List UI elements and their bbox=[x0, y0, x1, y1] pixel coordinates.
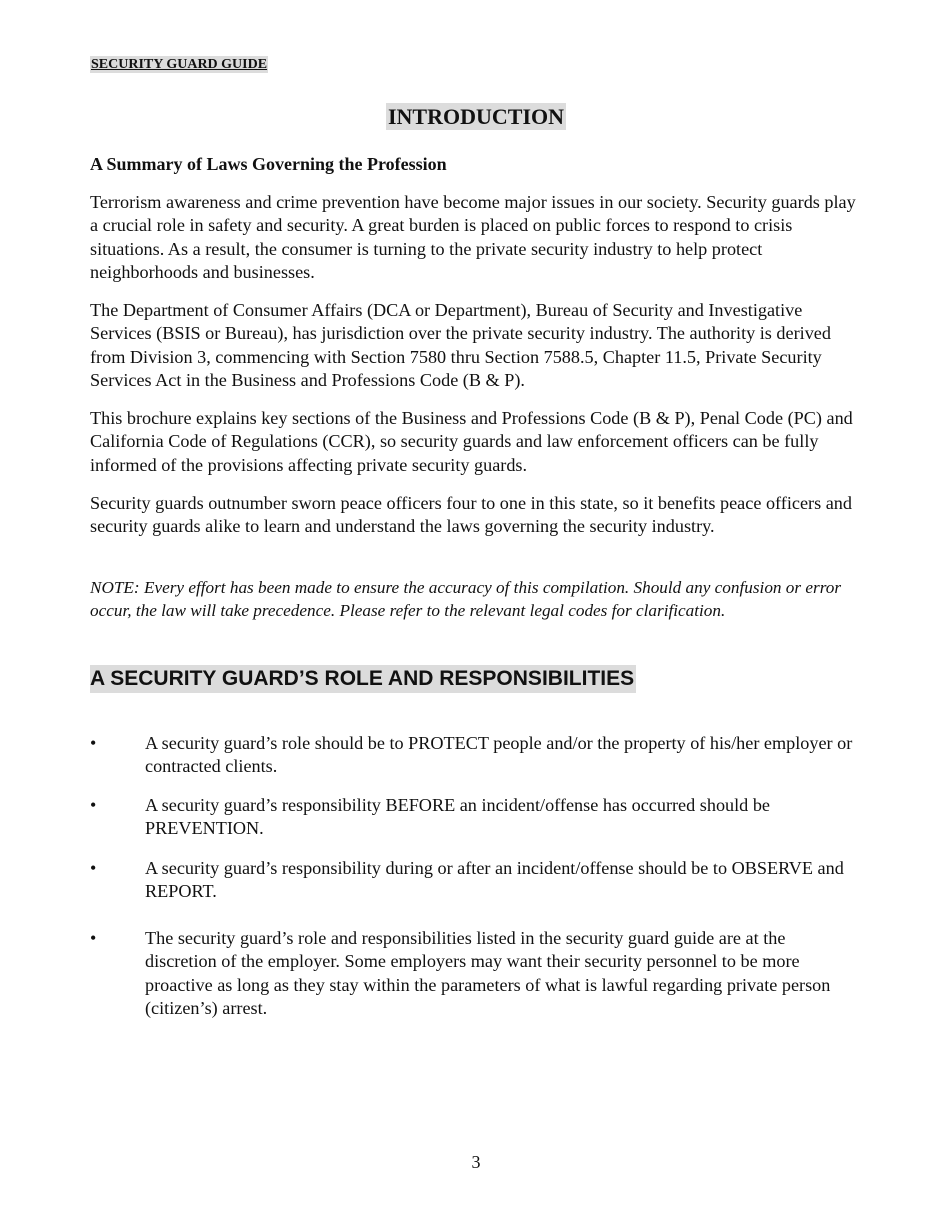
page-number: 3 bbox=[471, 1152, 481, 1172]
roles-list-item-text: A security guard’s role should be to PROTECT people and/or the property of his/her employer or contracted clients. bbox=[145, 733, 853, 777]
summary-subheading: A Summary of Laws Governing the Profession bbox=[90, 154, 447, 174]
introduction-heading-wrapper bbox=[90, 103, 862, 130]
intro-paragraph-3: This brochure explains key sections of the Business and Professions Code (B & P), Penal Code (PC) and California Code of Regulations (CCR), so security guards and law enforcement officers can be fully informed of the provisions affecting private security guards. bbox=[90, 408, 853, 475]
roles-list-item-text: A security guard’s responsibility during or after an incident/offense should be to OBSERVE and REPORT. bbox=[145, 858, 844, 902]
bullet-icon: • bbox=[90, 795, 97, 815]
roles-list-item-text: A security guard’s responsibility BEFORE an incident/offense has occurred should be PREVENTION. bbox=[145, 795, 770, 839]
intro-paragraph-4: Security guards outnumber sworn peace officers four to one in this state, so it benefits peace officers and security guards alike to learn and understand the laws governing the security industry. bbox=[90, 493, 852, 537]
bullet-icon: • bbox=[90, 928, 97, 948]
running-header: SECURITY GUARD GUIDE bbox=[91, 57, 268, 72]
bullet-icon: • bbox=[90, 858, 97, 878]
bullet-icon: • bbox=[90, 733, 97, 753]
intro-paragraph-2: The Department of Consumer Affairs (DCA or Department), Bureau of Security and Investigative Services (BSIS or Bureau), has jurisdiction over the private security industry. The authority is derived from Division 3, commencing with Section 7580 thru Section 7588.5, Chapter 11.5, Private Security Services Act in the Business and Professions Code (B & P). bbox=[90, 300, 831, 390]
accuracy-note: NOTE: Every effort has been made to ensure the accuracy of this compilation. Should any confusion or error occur, the law will take precedence. Please refer to the relevant legal codes for clarification. bbox=[90, 578, 842, 620]
introduction-heading: INTRODUCTION bbox=[387, 104, 565, 129]
intro-paragraph-1: Terrorism awareness and crime prevention have become major issues in our society. Security guards play a crucial role in safety and security. A great burden is placed on public forces to respond to crisis situations. As a result, the consumer is turning to the private security industry to help protect neighborhoods and businesses. bbox=[90, 192, 856, 282]
roles-section-heading: A SECURITY GUARD’S ROLE AND RESPONSIBILITIES bbox=[90, 665, 636, 693]
roles-list-item-text: The security guard’s role and responsibilities listed in the security guard guide are at the discretion of the employer. Some employers may want their security personnel to be more proactive as long as they stay within the parameters of what is lawful regarding private person (citizen’s) arrest. bbox=[145, 928, 831, 1018]
